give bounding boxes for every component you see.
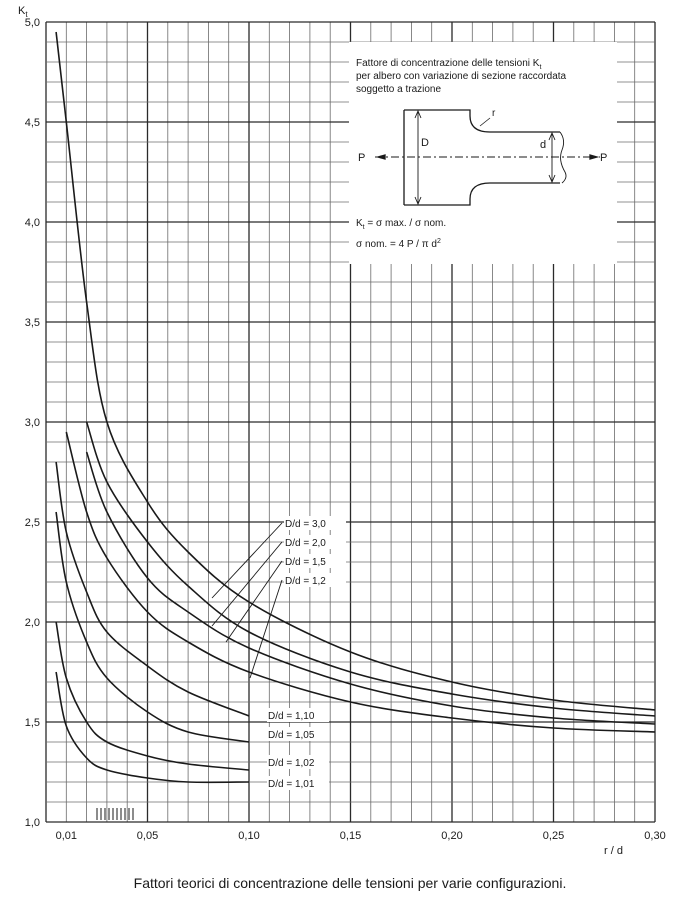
series-leader-0 bbox=[212, 523, 282, 598]
inset-subtitle-2: soggetto a trazione bbox=[356, 84, 442, 95]
x-tick-label: 0,25 bbox=[542, 830, 565, 842]
series-label-3: D/d = 1,2 bbox=[285, 576, 326, 587]
x-tick-label: 0,10 bbox=[238, 830, 260, 842]
y-tick-label: 3,5 bbox=[24, 317, 40, 329]
x-axis-label: r / d bbox=[604, 845, 623, 857]
y-tick-label: 3,0 bbox=[24, 417, 40, 429]
y-tick-label: 4,5 bbox=[24, 117, 40, 129]
x-tick-label: 0,01 bbox=[55, 830, 78, 842]
figure-caption: Fattori teorici di concentrazione delle tensioni per varie configurazioni. bbox=[133, 875, 567, 891]
series-label-0: D/d = 3,0 bbox=[285, 519, 326, 530]
series-leader-2 bbox=[226, 561, 282, 642]
formula-kt: $K_t = \sigma$ max. / σ nom. bbox=[356, 218, 447, 231]
inset-box bbox=[349, 42, 617, 264]
series-label-7: D/d = 1,01 bbox=[268, 779, 315, 790]
series-label-5: D/d = 1,05 bbox=[268, 730, 315, 741]
series-label-2: D/d = 1,5 bbox=[285, 557, 326, 568]
inset-subtitle-1: per albero con variazione di sezione raccordata bbox=[356, 71, 567, 82]
y-tick-label: 2,0 bbox=[24, 617, 40, 629]
y-tick-label: 5,0 bbox=[24, 17, 40, 29]
x-tick-label: 0,30 bbox=[644, 830, 666, 842]
series-labels bbox=[212, 516, 346, 790]
series-label-6: D/d = 1,02 bbox=[268, 758, 315, 769]
y-axis-label: $K_t$ bbox=[18, 5, 28, 19]
force-label-left: P bbox=[358, 152, 366, 164]
series-label-4: D/d = 1,10 bbox=[268, 711, 315, 722]
diameter-label-d: d bbox=[540, 139, 547, 151]
x-tick-label: 0,20 bbox=[441, 830, 463, 842]
series-line-6 bbox=[56, 622, 249, 770]
y-tick-label: 4,0 bbox=[24, 217, 40, 229]
y-tick-label: 1,5 bbox=[24, 717, 40, 729]
series-line-5 bbox=[56, 512, 249, 742]
y-tick-label: 2,5 bbox=[24, 517, 40, 529]
series-leader-3 bbox=[250, 580, 282, 678]
force-label-right: P bbox=[600, 152, 608, 164]
diameter-label-D: D bbox=[421, 137, 429, 149]
radius-label-r: r bbox=[492, 108, 496, 119]
x-tick-label: 0,05 bbox=[136, 830, 159, 842]
inset-title: Fattore di concentrazione delle tensioni $K_t$ bbox=[356, 58, 542, 71]
series-label-1: D/d = 2,0 bbox=[285, 538, 326, 549]
formula-sigma-nom: σ nom. = 4 P / π $d^2$ bbox=[356, 238, 441, 250]
y-tick-label: 1,0 bbox=[24, 817, 40, 829]
x-tick-label: 0,15 bbox=[339, 830, 362, 842]
series-line-7 bbox=[56, 672, 249, 782]
